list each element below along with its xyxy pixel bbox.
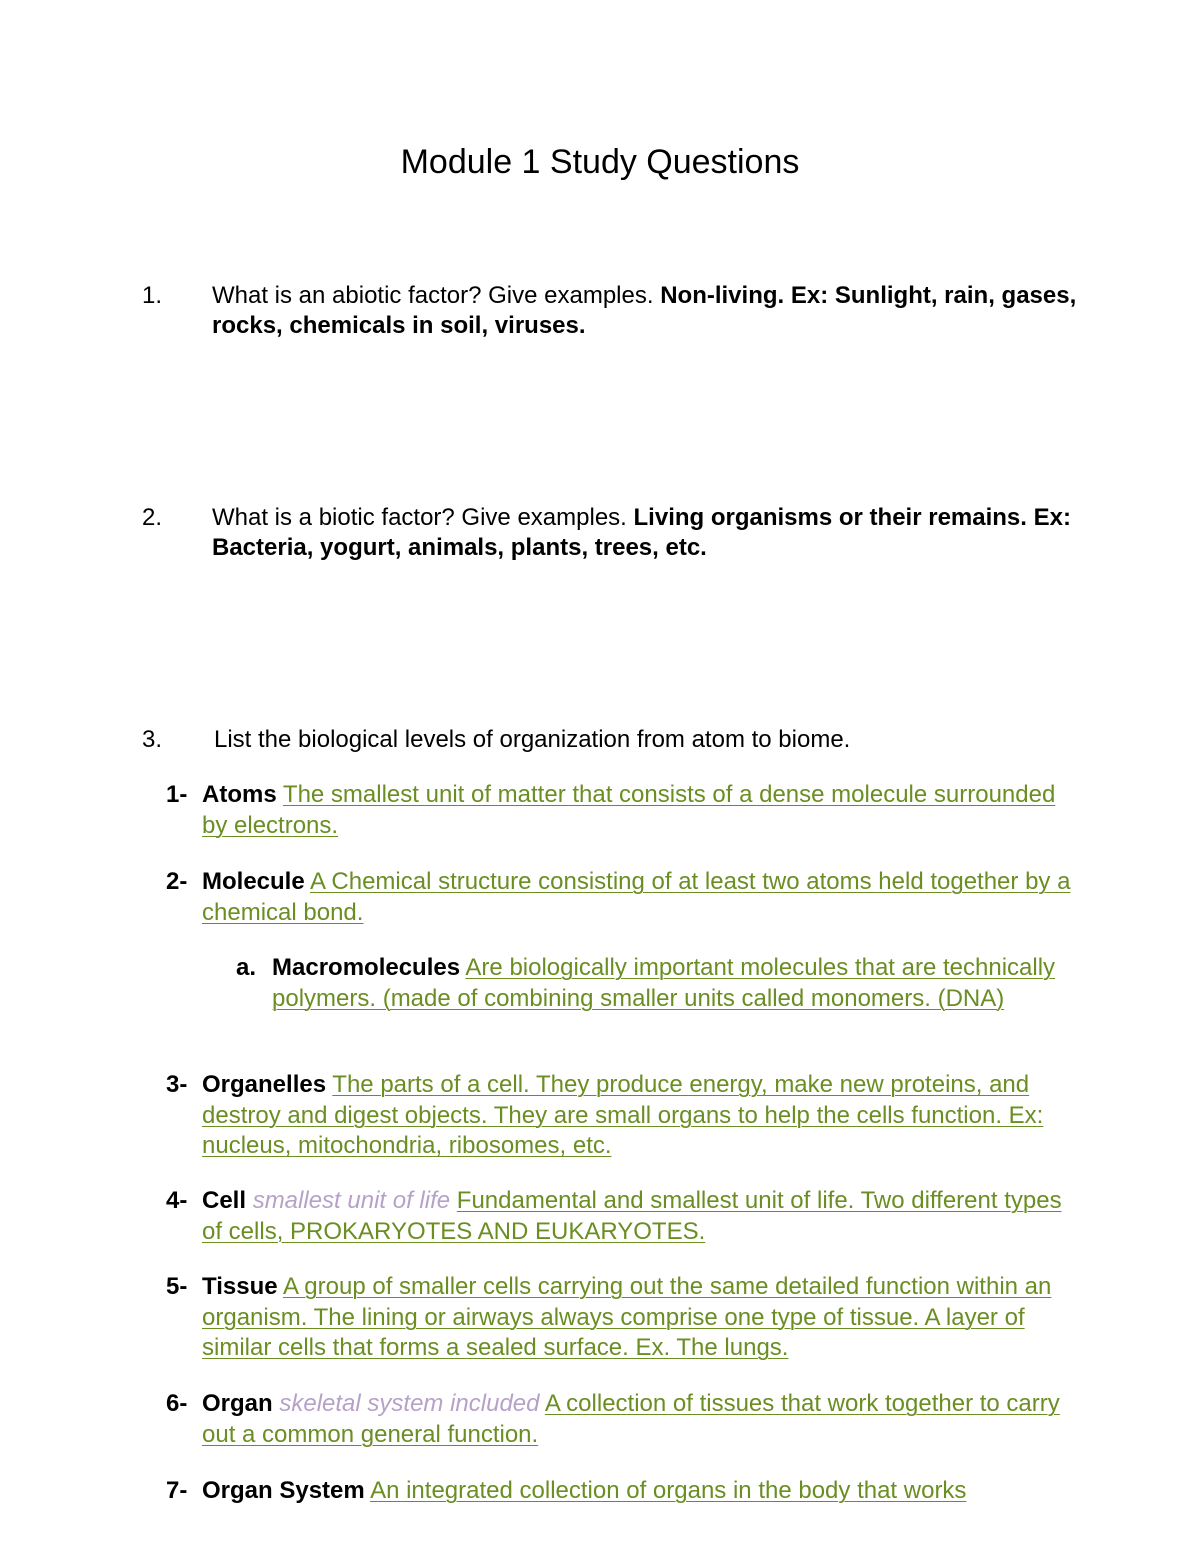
level-definition: Are biologically important molecules that are technically polymers. (made of combining smaller units called monomers. (DNA) xyxy=(272,954,1056,1012)
question-number: 1. xyxy=(142,282,163,309)
level-definition: The smallest unit of matter that consists of a dense molecule surrounded by electrons. xyxy=(202,781,1056,839)
level-definition: A group of smaller cells carrying out the same detailed function within an organism. The lining or airways always comprise one type of tissue. A layer of similar cells that forms a sealed surface. Ex. The lungs. xyxy=(202,1273,1052,1361)
level-item-molecule xyxy=(166,867,1086,928)
level-number: 6- xyxy=(166,1390,188,1417)
level-term: Macromolecules xyxy=(272,954,461,981)
question-number: 3. xyxy=(142,726,163,753)
level-term: Organelles xyxy=(202,1071,327,1098)
level-definition: A collection of tissues that work together to carry out a common general function. xyxy=(202,1390,1060,1448)
level-item-tissue xyxy=(166,1272,1086,1364)
level-number: 1- xyxy=(166,781,188,808)
level-item-cell xyxy=(166,1186,1086,1247)
level-term: Atoms xyxy=(202,781,277,808)
level-item-organ-system xyxy=(166,1476,1086,1507)
level-definition: A Chemical structure consisting of at least two atoms held together by a chemical bond. xyxy=(202,868,1071,926)
level-term: Tissue xyxy=(202,1273,278,1300)
question-text: What is a biotic factor? Give examples. xyxy=(212,504,627,531)
level-number: 2- xyxy=(166,868,188,895)
level-term: Molecule xyxy=(202,868,305,895)
level-note: smallest unit of life xyxy=(252,1187,451,1214)
level-item-organelles xyxy=(166,1070,1086,1162)
level-item-organ xyxy=(166,1389,1086,1450)
level-definition: Fundamental and smallest unit of life. Two different types of cells, PROKARYOTES AND EUKARYOTES. xyxy=(202,1187,1062,1245)
level-number: 5- xyxy=(166,1273,188,1300)
level-number: 3- xyxy=(166,1071,188,1098)
level-term: Organ xyxy=(202,1390,273,1417)
question-3 xyxy=(142,725,1102,755)
question-text: List the biological levels of organization from atom to biome. xyxy=(214,726,851,753)
level-definition: An integrated collection of organs in the body that works xyxy=(370,1477,967,1504)
question-2 xyxy=(142,503,1102,563)
level-item-atoms xyxy=(166,780,1086,841)
level-definition: The parts of a cell. They produce energy, make new proteins, and destroy and digest objects. They are small organs to help the cells function. Ex: nucleus, mitochondria, ribosomes, etc. xyxy=(202,1071,1044,1159)
question-answer: Non-living. Ex: Sunlight, rain, gases, rocks, chemicals in soil, viruses. xyxy=(212,282,1077,339)
level-term: Cell xyxy=(202,1187,247,1214)
question-answer: Living organisms or their remains. Ex: Bacteria, yogurt, animals, plants, trees, etc. xyxy=(212,504,1071,561)
level-item-macromolecules xyxy=(236,953,1086,1014)
question-number: 2. xyxy=(142,504,163,531)
level-number: a. xyxy=(236,954,257,981)
question-1 xyxy=(142,281,1102,341)
level-term: Organ System xyxy=(202,1477,365,1504)
question-text: What is an abiotic factor? Give examples. xyxy=(212,282,654,309)
level-note: skeletal system included xyxy=(279,1390,540,1417)
page-title: Module 1 Study Questions xyxy=(400,143,800,181)
level-number: 7- xyxy=(166,1477,188,1504)
level-number: 4- xyxy=(166,1187,188,1214)
